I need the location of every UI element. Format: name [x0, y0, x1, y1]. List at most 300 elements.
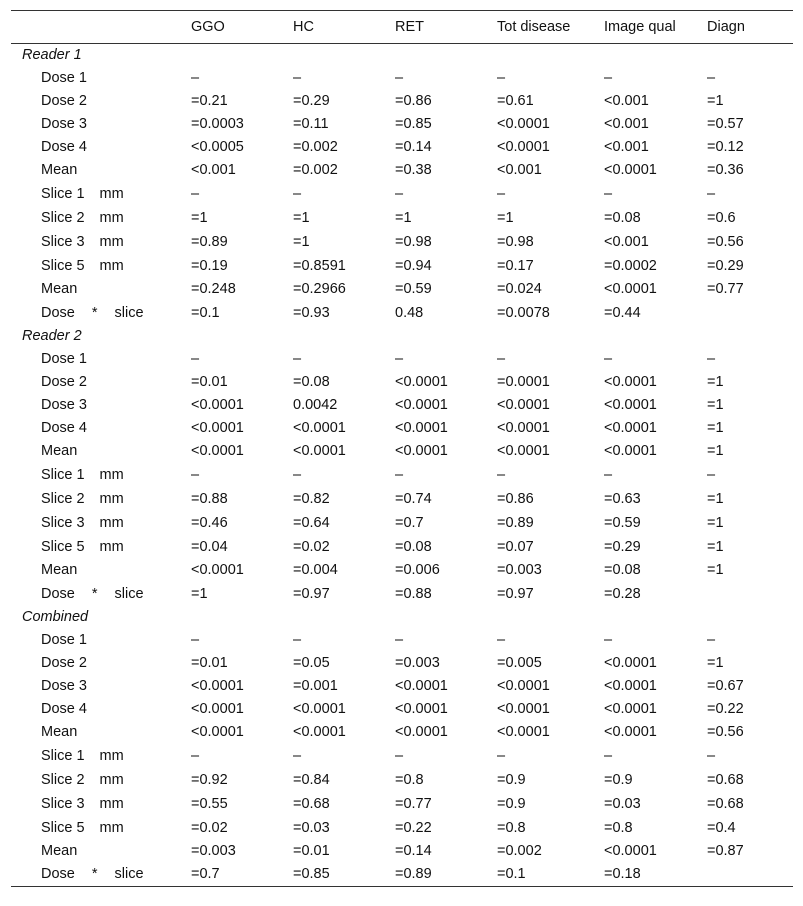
cell-diagn: =0.87: [707, 843, 744, 859]
row-label: [11, 768, 191, 792]
cell-ret: =0.89: [395, 866, 432, 883]
cell-diagn: =0.67: [707, 678, 744, 694]
row-label: [11, 254, 191, 278]
cell-ggo: =0.92: [191, 771, 228, 788]
table-row: [11, 90, 793, 113]
row-label-name: Mean: [41, 724, 78, 740]
cell-image-qual: <0.001: [604, 139, 649, 155]
cell-tot-disease: <0.0001: [497, 443, 550, 459]
cell-image-qual: <0.0001: [604, 678, 657, 694]
section-title: Reader 2: [22, 328, 82, 344]
cell-hc: –: [293, 747, 302, 764]
cell-hc: –: [293, 351, 302, 367]
cell-ret: –: [395, 351, 404, 367]
cell-diagn: =0.56: [707, 724, 744, 740]
cell-ggo: –: [191, 185, 200, 202]
cell-ret: <0.0001: [395, 678, 448, 694]
cell-diagn: =0.36: [707, 162, 744, 178]
row-label: [11, 629, 191, 652]
cell-ret: –: [395, 466, 404, 483]
row-label-unit: mm: [99, 819, 124, 836]
cell-hc: –: [293, 185, 302, 202]
table-row: [11, 67, 793, 90]
cell-image-qual: –: [604, 466, 613, 483]
table-row: [11, 629, 793, 652]
row-label-unit: mm: [99, 490, 124, 507]
table-row: [11, 582, 793, 606]
cell-image-qual: <0.0001: [604, 843, 657, 859]
cell-hc: =0.93: [293, 304, 330, 321]
cell-diagn: =1: [707, 443, 724, 459]
cell-ggo: <0.0001: [191, 443, 244, 459]
cell-tot-disease: =0.024: [497, 281, 542, 297]
cell-ggo: <0.0001: [191, 562, 244, 578]
cell-ggo: =0.01: [191, 655, 228, 671]
table-row: [11, 182, 793, 206]
row-label: [11, 301, 191, 325]
header-cell-image-qual: Image qual: [604, 19, 676, 35]
row-label-unit: mm: [99, 466, 124, 483]
row-label-unit: mm: [99, 538, 124, 555]
row-label-name: Dose 1: [41, 351, 87, 367]
cell-hc: =0.68: [293, 795, 330, 812]
cell-tot-disease: =1: [497, 209, 514, 226]
row-label-name: Dose 2: [41, 374, 87, 390]
cell-ret: =0.94: [395, 257, 432, 274]
cell-ret: –: [395, 70, 404, 86]
row-label-name: Slice 5: [41, 538, 85, 555]
row-label-name: Dose 2: [41, 655, 87, 671]
cell-diagn: –: [707, 185, 716, 202]
table-row: [11, 535, 793, 559]
row-label-name: Slice 5: [41, 819, 85, 836]
row-label-unit: mm: [99, 771, 124, 788]
header-cell-ggo: GGO: [191, 19, 225, 35]
cell-ggo: <0.001: [191, 162, 236, 178]
row-label: [11, 159, 191, 182]
results-table: [11, 10, 793, 887]
table-row: [11, 417, 793, 440]
cell-ggo: =0.01: [191, 374, 228, 390]
row-label-name: Dose 1: [41, 70, 87, 86]
cell-hc: =0.29: [293, 93, 330, 109]
cell-diagn: =0.77: [707, 281, 744, 297]
table-row: [11, 487, 793, 511]
cell-ggo: =1: [191, 209, 208, 226]
cell-image-qual: –: [604, 70, 613, 86]
row-label-separator: *: [91, 866, 98, 883]
cell-ret: =0.59: [395, 281, 432, 297]
row-label: [11, 487, 191, 511]
cell-ggo: <0.0001: [191, 701, 244, 717]
cell-ggo: –: [191, 351, 200, 367]
cell-tot-disease: =0.9: [497, 771, 526, 788]
cell-image-qual: =0.28: [604, 585, 641, 602]
row-label-name: Dose: [41, 866, 75, 883]
row-label: [11, 559, 191, 582]
table-row: [11, 675, 793, 698]
row-label-name: Mean: [41, 162, 78, 178]
row-label-name: Dose 3: [41, 678, 87, 694]
cell-ret: –: [395, 632, 404, 648]
cell-image-qual: =0.29: [604, 538, 641, 555]
cell-hc: =0.2966: [293, 281, 346, 297]
cell-diagn: =0.68: [707, 795, 744, 812]
table-row: [11, 840, 793, 863]
cell-ggo: <0.0001: [191, 420, 244, 436]
cell-ggo: <0.0001: [191, 724, 244, 740]
table-row: [11, 206, 793, 230]
cell-tot-disease: =0.86: [497, 490, 534, 507]
cell-diagn: =1: [707, 93, 724, 109]
row-label-unit: mm: [99, 747, 124, 764]
cell-diagn: =1: [707, 655, 724, 671]
cell-image-qual: =0.0002: [604, 257, 657, 274]
table-row: [11, 768, 793, 792]
row-label-separator: *: [91, 304, 98, 321]
row-label-name: Mean: [41, 562, 78, 578]
row-label-unit: mm: [99, 257, 124, 274]
cell-ggo: =0.04: [191, 538, 228, 555]
cell-hc: =0.02: [293, 538, 330, 555]
row-label: [11, 675, 191, 698]
cell-ret: =0.14: [395, 139, 432, 155]
cell-ggo: =0.003: [191, 843, 236, 859]
row-label-name: Slice 1: [41, 466, 85, 483]
row-label-name: Slice 2: [41, 771, 85, 788]
cell-hc: =0.002: [293, 162, 338, 178]
cell-diagn: =1: [707, 490, 724, 507]
table-row: [11, 230, 793, 254]
cell-tot-disease: =0.61: [497, 93, 534, 109]
cell-image-qual: <0.0001: [604, 655, 657, 671]
table-row: [11, 744, 793, 768]
cell-ggo: –: [191, 747, 200, 764]
cell-ggo: =0.7: [191, 866, 220, 883]
cell-ret: =0.006: [395, 562, 440, 578]
cell-image-qual: –: [604, 351, 613, 367]
table-body: [11, 44, 793, 887]
cell-ggo: –: [191, 632, 200, 648]
cell-ggo: <0.0001: [191, 678, 244, 694]
cell-tot-disease: <0.0001: [497, 397, 550, 413]
row-label-unit: mm: [99, 795, 124, 812]
cell-hc: =0.01: [293, 843, 330, 859]
cell-ret: =0.003: [395, 655, 440, 671]
cell-ret: –: [395, 185, 404, 202]
row-label-name: Dose 4: [41, 139, 87, 155]
row-label-name: Slice 2: [41, 209, 85, 226]
cell-image-qual: <0.0001: [604, 397, 657, 413]
cell-diagn: –: [707, 632, 716, 648]
cell-tot-disease: =0.17: [497, 257, 534, 274]
row-label-name: Mean: [41, 281, 78, 297]
cell-diagn: =0.29: [707, 257, 744, 274]
section-row: [11, 325, 793, 348]
row-label: [11, 371, 191, 394]
cell-hc: =0.85: [293, 866, 330, 883]
table-row: [11, 159, 793, 182]
cell-diagn: =0.57: [707, 116, 744, 132]
cell-image-qual: =0.08: [604, 209, 641, 226]
row-label: [11, 840, 191, 863]
cell-ret: <0.0001: [395, 397, 448, 413]
row-label-name: Slice 1: [41, 185, 85, 202]
cell-diagn: =0.12: [707, 139, 744, 155]
cell-ret: =0.7: [395, 514, 424, 531]
cell-hc: =0.84: [293, 771, 330, 788]
cell-image-qual: <0.001: [604, 93, 649, 109]
results-table-container: [11, 10, 793, 887]
cell-tot-disease: =0.07: [497, 538, 534, 555]
row-label: [11, 582, 191, 606]
row-label: [11, 206, 191, 230]
cell-tot-disease: =0.8: [497, 819, 526, 836]
cell-ret: <0.0001: [395, 420, 448, 436]
row-label: [11, 863, 191, 887]
table-row: [11, 394, 793, 417]
row-label-name: Slice 5: [41, 257, 85, 274]
cell-ggo: =0.21: [191, 93, 228, 109]
row-label: [11, 182, 191, 206]
cell-diagn: =0.68: [707, 771, 744, 788]
cell-hc: =0.001: [293, 678, 338, 694]
section-row: [11, 44, 793, 67]
cell-image-qual: <0.001: [604, 116, 649, 132]
row-label-unit: slice: [114, 304, 144, 321]
row-label-separator: *: [91, 585, 98, 602]
row-label: [11, 230, 191, 254]
table-header: [11, 11, 793, 44]
cell-image-qual: <0.0001: [604, 724, 657, 740]
cell-tot-disease: –: [497, 466, 506, 483]
cell-image-qual: =0.08: [604, 562, 641, 578]
header-cell-hc: HC: [293, 19, 314, 35]
cell-ggo: =0.1: [191, 304, 220, 321]
row-label-name: Dose: [41, 585, 75, 602]
cell-ggo: =0.55: [191, 795, 228, 812]
table-row: [11, 278, 793, 301]
cell-image-qual: –: [604, 185, 613, 202]
row-label: [11, 511, 191, 535]
cell-ggo: =0.0003: [191, 116, 244, 132]
cell-tot-disease: –: [497, 351, 506, 367]
cell-ret: <0.0001: [395, 701, 448, 717]
cell-hc: <0.0001: [293, 420, 346, 436]
cell-ggo: –: [191, 70, 200, 86]
cell-diagn: –: [707, 466, 716, 483]
row-label: [11, 652, 191, 675]
cell-ret: <0.0001: [395, 443, 448, 459]
row-label: [11, 721, 191, 744]
row-label-name: Slice 2: [41, 490, 85, 507]
cell-hc: =0.004: [293, 562, 338, 578]
row-label-unit: mm: [99, 209, 124, 226]
cell-hc: –: [293, 632, 302, 648]
row-label-name: Mean: [41, 843, 78, 859]
cell-diagn: =1: [707, 538, 724, 555]
row-label-name: Dose 2: [41, 93, 87, 109]
cell-ggo: <0.0001: [191, 397, 244, 413]
cell-ret: =0.22: [395, 819, 432, 836]
row-label-name: Dose 4: [41, 420, 87, 436]
cell-ggo: =0.88: [191, 490, 228, 507]
cell-image-qual: <0.0001: [604, 701, 657, 717]
row-label-name: Dose 4: [41, 701, 87, 717]
cell-tot-disease: =0.003: [497, 562, 542, 578]
cell-diagn: =1: [707, 397, 724, 413]
row-label-name: Dose: [41, 304, 75, 321]
cell-image-qual: =0.59: [604, 514, 641, 531]
row-label: [11, 816, 191, 840]
cell-hc: =1: [293, 209, 310, 226]
row-label-unit: slice: [114, 585, 144, 602]
cell-hc: 0.0042: [293, 397, 338, 413]
cell-ggo: =0.19: [191, 257, 228, 274]
header-cell-diagn: Diagn: [707, 19, 745, 35]
cell-image-qual: <0.0001: [604, 281, 657, 297]
cell-ret: =0.77: [395, 795, 432, 812]
cell-ret: =0.98: [395, 233, 432, 250]
cell-diagn: =0.4: [707, 819, 736, 836]
cell-hc: <0.0001: [293, 443, 346, 459]
cell-tot-disease: <0.0001: [497, 139, 550, 155]
cell-ggo: =0.02: [191, 819, 228, 836]
cell-ggo: =0.248: [191, 281, 236, 297]
table-row: [11, 816, 793, 840]
cell-ret: =1: [395, 209, 412, 226]
cell-ggo: =0.89: [191, 233, 228, 250]
row-label: [11, 278, 191, 301]
row-label-name: Slice 3: [41, 795, 85, 812]
row-label-name: Dose 3: [41, 397, 87, 413]
cell-ret: <0.0001: [395, 724, 448, 740]
cell-tot-disease: =0.98: [497, 233, 534, 250]
section-title: Reader 1: [22, 47, 82, 64]
cell-tot-disease: =0.002: [497, 843, 542, 859]
row-label-name: Dose 3: [41, 116, 87, 132]
header-cell-tot-disease: Tot disease: [497, 19, 571, 35]
cell-hc: =0.03: [293, 819, 330, 836]
cell-tot-disease: =0.97: [497, 585, 534, 602]
row-label: [11, 417, 191, 440]
cell-diagn: =1: [707, 514, 724, 531]
table-row: [11, 863, 793, 887]
cell-ret: 0.48: [395, 304, 424, 321]
table-row: [11, 721, 793, 744]
cell-image-qual: =0.03: [604, 795, 641, 812]
cell-image-qual: =0.44: [604, 304, 641, 321]
cell-tot-disease: –: [497, 185, 506, 202]
cell-diagn: –: [707, 747, 716, 764]
cell-hc: =1: [293, 233, 310, 250]
cell-tot-disease: =0.1: [497, 866, 526, 883]
cell-image-qual: <0.001: [604, 233, 649, 250]
cell-tot-disease: <0.0001: [497, 116, 550, 132]
row-label: [11, 113, 191, 136]
cell-image-qual: =0.18: [604, 866, 641, 883]
header-cell-label: [11, 11, 191, 44]
cell-tot-disease: –: [497, 747, 506, 764]
row-label-name: Dose 1: [41, 632, 87, 648]
cell-ret: =0.86: [395, 93, 432, 109]
cell-diagn: =0.22: [707, 701, 744, 717]
row-label-unit: mm: [99, 233, 124, 250]
table-row: [11, 792, 793, 816]
cell-diagn: =0.6: [707, 209, 736, 226]
cell-image-qual: –: [604, 632, 613, 648]
cell-diagn: =1: [707, 420, 724, 436]
cell-ggo: =0.46: [191, 514, 228, 531]
cell-hc: =0.64: [293, 514, 330, 531]
cell-ret: <0.0001: [395, 374, 448, 390]
cell-tot-disease: <0.0001: [497, 420, 550, 436]
cell-image-qual: <0.0001: [604, 420, 657, 436]
table-row: [11, 652, 793, 675]
row-label: [11, 792, 191, 816]
cell-diagn: =1: [707, 562, 724, 578]
section-row: [11, 606, 793, 629]
table-row: [11, 254, 793, 278]
table-row: [11, 698, 793, 721]
row-label: [11, 394, 191, 417]
table-row: [11, 371, 793, 394]
cell-tot-disease: <0.0001: [497, 724, 550, 740]
row-label-name: Slice 3: [41, 514, 85, 531]
row-label-unit: slice: [114, 866, 144, 883]
cell-diagn: [707, 863, 793, 887]
cell-tot-disease: –: [497, 70, 506, 86]
cell-ret: =0.14: [395, 843, 432, 859]
cell-ggo: <0.0005: [191, 139, 244, 155]
cell-tot-disease: =0.9: [497, 795, 526, 812]
cell-hc: =0.05: [293, 655, 330, 671]
cell-diagn: =0.56: [707, 233, 744, 250]
cell-tot-disease: <0.001: [497, 162, 542, 178]
cell-image-qual: =0.8: [604, 819, 633, 836]
row-label-name: Mean: [41, 443, 78, 459]
cell-diagn: –: [707, 351, 716, 367]
row-label-name: Slice 3: [41, 233, 85, 250]
table-row: [11, 301, 793, 325]
table-row: [11, 559, 793, 582]
row-label: [11, 744, 191, 768]
cell-hc: –: [293, 70, 302, 86]
cell-diagn: =1: [707, 374, 724, 390]
row-label: [11, 463, 191, 487]
table-row: [11, 440, 793, 463]
header-row: [11, 11, 793, 44]
cell-tot-disease: =0.0078: [497, 304, 550, 321]
row-label: [11, 348, 191, 371]
cell-ret: =0.74: [395, 490, 432, 507]
cell-hc: =0.82: [293, 490, 330, 507]
table-row: [11, 348, 793, 371]
cell-image-qual: <0.0001: [604, 443, 657, 459]
row-label: [11, 90, 191, 113]
cell-tot-disease: =0.0001: [497, 374, 550, 390]
row-label: [11, 698, 191, 721]
cell-tot-disease: –: [497, 632, 506, 648]
cell-hc: =0.08: [293, 374, 330, 390]
cell-tot-disease: =0.89: [497, 514, 534, 531]
cell-tot-disease: <0.0001: [497, 678, 550, 694]
cell-tot-disease: =0.005: [497, 655, 542, 671]
cell-image-qual: =0.9: [604, 771, 633, 788]
cell-diagn: –: [707, 70, 716, 86]
cell-ret: –: [395, 747, 404, 764]
row-label-unit: mm: [99, 185, 124, 202]
